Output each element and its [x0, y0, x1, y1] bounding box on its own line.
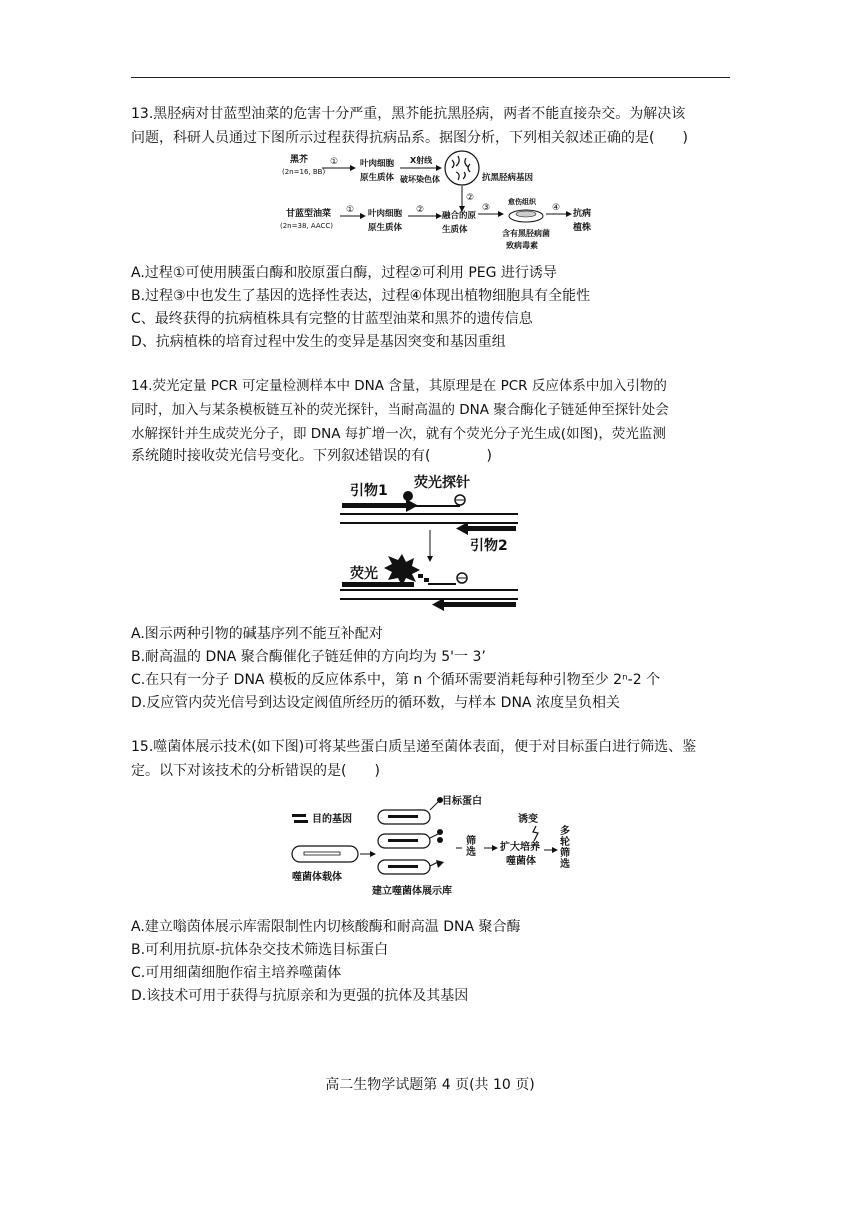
header-rule: [131, 77, 730, 78]
fig13-fused2: 生质体: [442, 225, 468, 235]
q14-stem-line3: 水解探针并生成荧光分子，即 DNA 每扩增一次，就有个荧光分子光生成(如图)，荧光监测: [131, 426, 666, 442]
fig15-mutate: 诱变: [518, 814, 538, 825]
q14-option-b: B.耐高温的 DNA 聚合酶催化子链廷伸的方向均为 5'一 3’: [131, 649, 486, 665]
fig13-step3: ③: [482, 203, 491, 213]
fig13-heijie-sub: (2n=16, BB): [282, 168, 326, 176]
fig13-step1b: ①: [346, 205, 355, 215]
fig13-resist-gene: 抗黑胫病基因: [482, 173, 534, 183]
fig13-cell: [445, 151, 479, 185]
fig13-step2b: ②: [416, 205, 425, 215]
fig13-fused: 融合的原: [442, 211, 477, 221]
fig13-step2: ②: [466, 193, 475, 203]
fig14-primer1-arrow: [342, 503, 408, 508]
fig13-toxin2: 致病毒素: [506, 241, 538, 250]
fig14-primer1: 引物1: [350, 483, 388, 499]
fig13-proto1: 叶肉细胞: [360, 159, 395, 169]
fig15-expand2: 噬菌体: [506, 856, 536, 867]
fig13-callus: 愈伤组织: [508, 198, 536, 206]
fig13-heijie: 黑芥: [290, 155, 309, 165]
fig13-step1a: ①: [330, 157, 339, 167]
q14-option-a: A.图示两种引物的碱基序列不能互补配对: [131, 626, 383, 642]
q14-option-c: C.在只有一分子 DNA 模板的反应体系中，第 n 个循环需要消耗每种引物至少 2ⁿ-2 个: [131, 672, 661, 688]
fig13-plant1: 抗病: [573, 209, 592, 219]
fig14-fluor: 荧光: [350, 566, 378, 582]
q15-stem-line1: 15.噬菌体展示技术(如下图)可将某些蛋白质呈递至菌体表面，便于对目标蛋白进行筛选、鉴: [131, 739, 697, 755]
fig13-broken: 破坏染色体: [400, 175, 440, 184]
q14-option-d: D.反应管内荧光信号到达设定阀值所经历的循环数，与样本 DNA 浓度呈负相关: [131, 695, 620, 711]
q13-option-b: B.过程③中也发生了基因的选择性表达，过程④体现出植物细胞具有全能性: [131, 288, 591, 304]
fig13-ganlan-sub: (2n=38, AACC): [280, 222, 333, 230]
fig13-plant2: 植株: [573, 223, 592, 233]
fig14-probe-dot: [403, 491, 413, 501]
q14-stem-line2: 同时，加入与某条模板链互补的荧光探针，当耐高温的 DNA 聚合酶化子链延伸至探针处会: [131, 402, 669, 418]
q13-option-c: C、最终获得的抗病植株具有完整的甘蓝型油菜和黑芥的遗传信息: [131, 311, 533, 327]
fig15-vector: 噬菌体载体: [292, 872, 342, 883]
q14-figure: [340, 470, 520, 618]
fig15-target-gene: 目的基因: [312, 814, 352, 825]
q15-option-b: B.可利用抗原-抗体杂交技术筛选目标蛋白: [131, 942, 389, 958]
fig13-proto2b: 原生质体: [368, 223, 403, 233]
q14-stem-line4: 系统随时接收荧光信号变化。下列叙述错误的有( ): [131, 448, 492, 464]
q15-option-a: A.建立嗡茵体展示库需限制性内切核酸酶和耐高温 DNA 聚合酶: [131, 919, 521, 935]
q15-stem-line2: 定。以下对该技术的分析错误的是( ): [131, 763, 380, 779]
fig15-multi: 多轮筛选: [560, 826, 570, 870]
fig14-primer2: 引物2: [470, 538, 508, 554]
fig15-target-protein: 目标蛋白: [442, 796, 482, 807]
fig13-step4: ④: [552, 203, 561, 213]
fig15-library: 建立噬菌体展示库: [372, 886, 452, 897]
fig15-screen: 筛选: [466, 836, 476, 858]
fig14-fluor-burst: [384, 554, 420, 586]
q13-stem-line1: 13.黑胫病对甘蓝型油菜的危害十分严重，黑芥能抗黑胫病，两者不能直接杂交。为解决该: [131, 106, 686, 122]
fig14-probe: 荧光探针: [414, 475, 470, 491]
page-footer: 高二生物学试题第 4 页(共 10 页): [325, 1077, 535, 1093]
q13-option-a: A.过程①可使用胰蛋白酶和胶原蛋白酶，过程②可利用 PEG 进行诱导: [131, 265, 557, 281]
q13-figure: [276, 150, 596, 260]
q15-option-d: D.该技术可用于获得与抗原亲和为更强的抗体及其基因: [131, 988, 469, 1004]
q15-figure: [286, 790, 586, 902]
q13-stem-line2: 问题，科研人员通过下图所示过程获得抗病品系。据图分析，下列相关叙述正确的是( ): [131, 130, 688, 146]
fig13-proto1b: 原生质体: [360, 173, 395, 183]
fig13-proto2: 叶肉细胞: [368, 209, 403, 219]
fig13-ganlan: 甘蓝型油菜: [286, 209, 332, 219]
q15-option-c: C.可用细菌细胞作宿主培养噬菌体: [131, 965, 342, 981]
fig13-toxin1: 含有黑胫病菌: [502, 229, 550, 238]
fig13-xray: X射线: [410, 156, 433, 165]
q14-stem-line1: 14.荧光定量 PCR 可定量检测样本中 DNA 含量，其原理是在 PCR 反应体系中加入引物的: [131, 378, 667, 394]
fig15-expand1: 扩大培养: [500, 842, 540, 853]
q13-option-d: D、抗病植株的培育过程中发生的变异是基因突变和基因重组: [131, 334, 506, 350]
